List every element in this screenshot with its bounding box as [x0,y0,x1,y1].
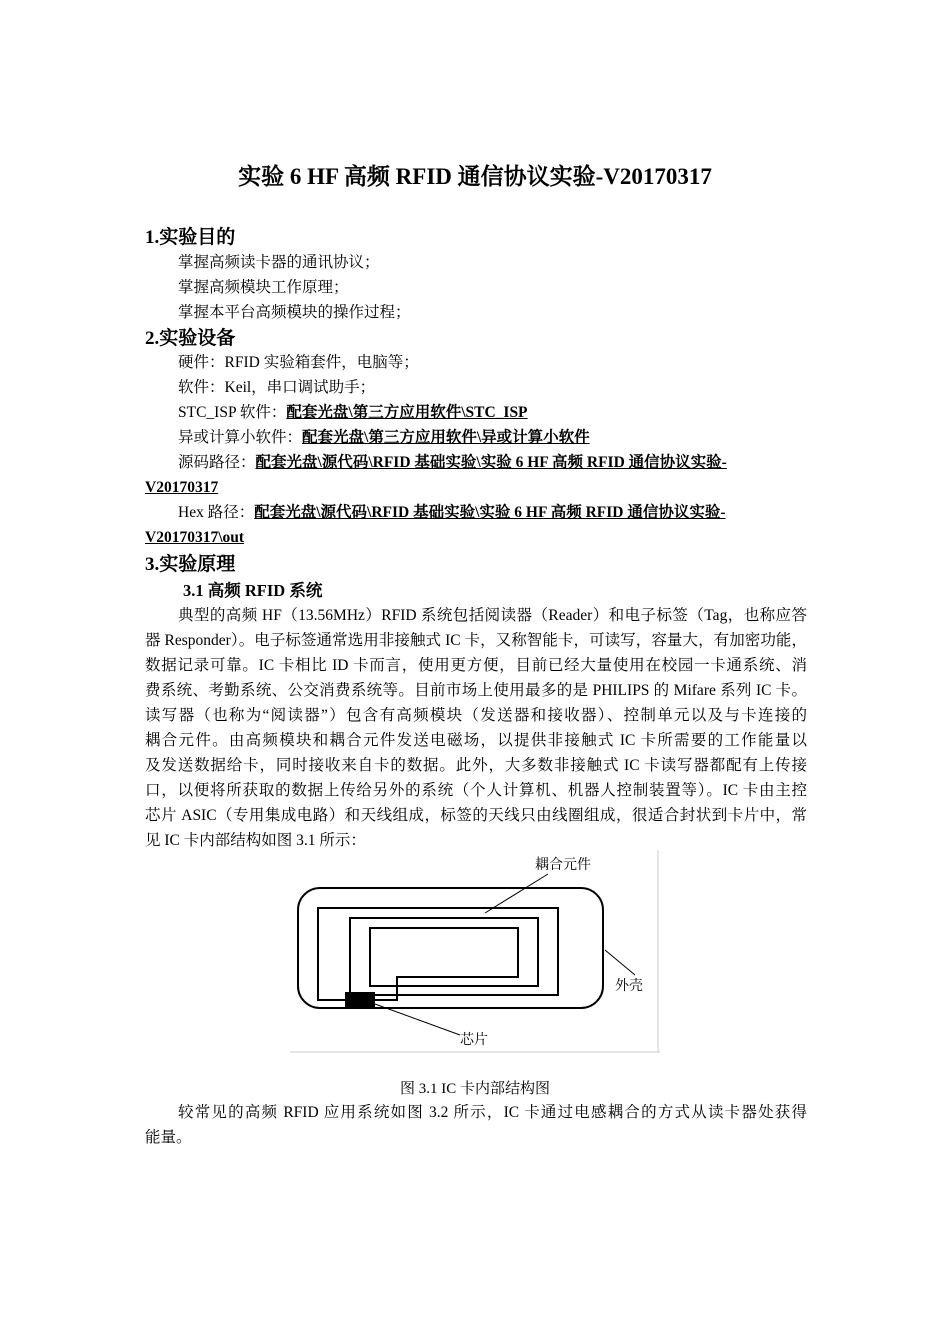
src-line [178,450,807,475]
src-label: 源码路径： [178,454,256,471]
paragraph-line: 芯片 ASIC（专用集成电路）和天线组成，标签的天线只由线圈组成，很适合封状到卡片中，常 [145,807,807,824]
paragraph-line: 能量。 [145,1129,192,1146]
leader-line [605,950,635,975]
stc-line [178,400,807,425]
paragraph-line: 耦合元件。由高频模块和耦合元件发送电磁场，以提供非接触式 IC 卡所需要的工作能量以 [145,732,807,749]
subsection-heading: 3.1 高频 RFID 系统 [183,581,323,600]
paragraph-line: 口，以便将所获取的数据上传给另外的系统（个人计算机、机器人控制装置等）。IC 卡由主控 [145,782,807,799]
software-line: 软件：Keil，串口调试助手； [178,379,376,396]
hardware-line: 硬件：RFID 实验箱套件，电脑等； [178,354,419,371]
paragraph-line: 典型的高频 HF（13.56MHz）RFID 系统包括阅读器（Reader）和电子标签（Tag，也称应答 [178,607,807,624]
xor-path-link[interactable]: 配套光盘\第三方应用软件\异或计算小软件 [302,429,590,446]
xor-line [178,425,807,450]
stc-path-link[interactable]: 配套光盘\第三方应用软件\STC_ISP [286,404,528,421]
chip [345,992,375,1008]
paragraph-line: 费系统、考勤系统、公交消费系统等。目前市场上使用最多的是 PHILIPS 的 Mifare 系列 IC 卡。 [145,682,807,699]
ic-card-structure-figure [290,850,660,1053]
hex-path-link-cont[interactable]: V20170317\out [145,529,245,546]
section-heading-equipment: 2.实验设备 [145,328,236,349]
purpose-item: 掌握高频读卡器的通讯协议； [178,254,380,271]
paragraph-line: 数据记录可靠。IC 卡相比 ID 卡而言，使用更方便，目前已经大量使用在校园一卡通系统、消 [145,657,807,674]
label-chip: 芯片 [460,1032,488,1048]
paragraph-line: 读写器（也称为“阅读器”）包含有高频模块（发送器和接收器）、控制单元以及与卡连接的 [145,707,807,724]
paragraph-line: 见 IC 卡内部结构如图 3.1 所示： [145,832,366,849]
hex-label: Hex 路径： [178,504,255,521]
section-heading-purpose: 1.实验目的 [145,227,236,248]
xor-label: 异或计算小软件： [178,429,303,446]
paragraph-line: 及发送数据给卡，同时接收来自卡的数据。此外，大多数非接触式 IC 卡读写器都配有上传接 [145,757,807,774]
label-coupling: 耦合元件 [535,857,591,873]
stc-label: STC_ISP 软件： [178,404,287,421]
paragraph-line: 器 Responder）。电子标签通常选用非接触式 IC 卡，又称智能卡，可读写，容量大，有加密功能， [145,632,807,649]
antenna-coil [318,908,558,1000]
document-title: 实验 6 HF 高频 RFID 通信协议实验-V20170317 [238,164,712,189]
purpose-item: 掌握高频模块工作原理； [178,279,349,296]
src-path-link[interactable]: 配套光盘\源代码\RFID 基础实验\实验 6 HF 高频 RFID 通信协议实验- [255,454,727,471]
paragraph-line: 较常见的高频 RFID 应用系统如图 3.2 所示，IC 卡通过电感耦合的方式从读卡器处获得 [178,1104,807,1121]
section-heading-principle: 3.实验原理 [145,554,236,575]
hex-line [178,500,807,525]
purpose-item: 掌握本平台高频模块的操作过程； [178,304,411,321]
hex-path-link[interactable]: 配套光盘\源代码\RFID 基础实验\实验 6 HF 高频 RFID 通信协议实验- [254,504,726,521]
label-shell: 外壳 [615,978,643,994]
figure-caption: 图 3.1 IC 卡内部结构图 [399,1081,550,1097]
src-path-link-cont[interactable]: V20170317 [145,479,219,496]
hex-line-cont [145,525,807,550]
src-line-cont [145,475,807,500]
